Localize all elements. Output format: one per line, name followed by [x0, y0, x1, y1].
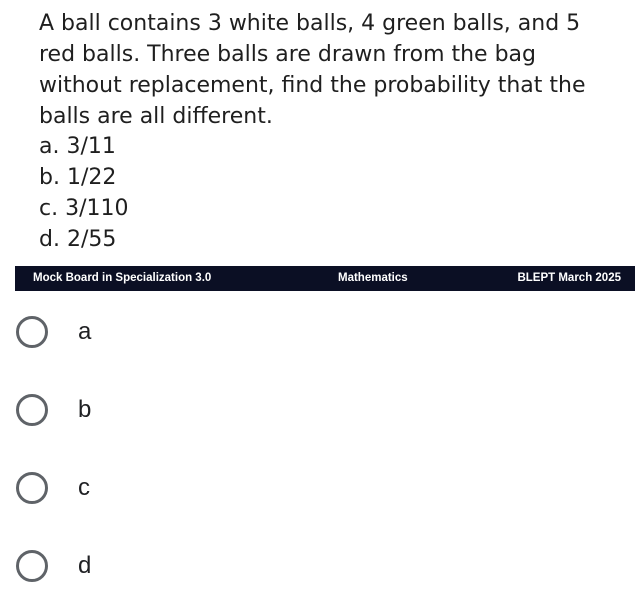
question-choice-b: b. 1/22: [39, 165, 117, 190]
answer-option-b[interactable]: [0, 374, 635, 452]
answer-option-c[interactable]: [0, 452, 635, 530]
radio-button-a[interactable]: [16, 316, 48, 348]
answer-option-label[interactable]: c: [78, 474, 90, 501]
question-choice-a: a. 3/11: [39, 134, 116, 159]
question-image: [0, 0, 635, 262]
banner-subject: Mathematics: [338, 272, 408, 284]
radio-button-c[interactable]: [16, 472, 48, 504]
answer-option-label[interactable]: d: [78, 552, 92, 579]
banner-exam-date: BLEPT March 2025: [517, 272, 621, 284]
exam-banner: [15, 266, 635, 291]
question-text: A ball contains 3 white balls, 4 green balls, and 5 red balls. Three balls are drawn from the bag without replacement, find the probability that the balls are all different.: [39, 11, 586, 129]
radio-button-b[interactable]: [16, 394, 48, 426]
question-choice-d: d. 2/55: [39, 227, 117, 252]
banner-exam-title: Mock Board in Specialization 3.0: [33, 272, 212, 284]
answer-option-label[interactable]: b: [78, 396, 92, 423]
answer-option-d[interactable]: [0, 530, 635, 608]
question-choice-c: c. 3/110: [39, 196, 129, 221]
answer-option-a[interactable]: [0, 296, 635, 374]
radio-button-d[interactable]: [16, 550, 48, 582]
answer-option-label[interactable]: a: [78, 318, 92, 345]
question-choice-list: [39, 131, 128, 255]
